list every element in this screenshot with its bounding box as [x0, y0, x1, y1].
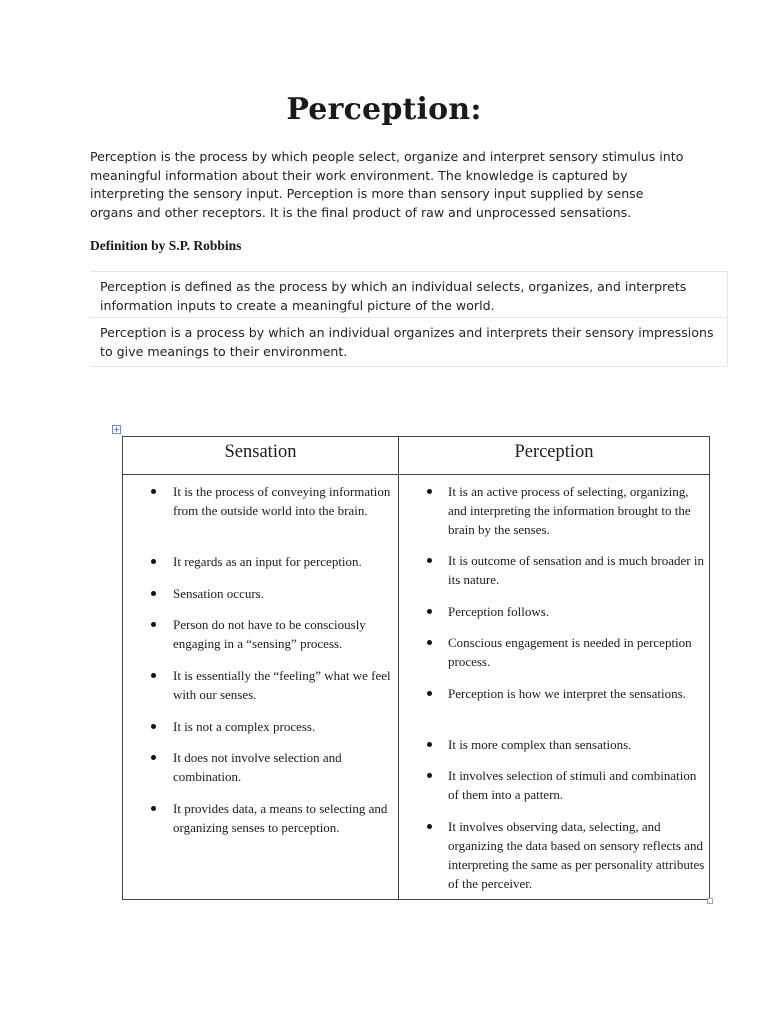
bullet-icon: [151, 559, 156, 564]
perception-item: Perception is how we interpret the sensations.: [399, 684, 709, 703]
sensation-item: It does not involve selection and combination.: [123, 748, 398, 786]
perception-item: It involves selection of stimuli and combination of them into a pattern.: [399, 766, 709, 804]
bullet-icon: [427, 824, 432, 829]
sensation-item: It provides data, a means to selecting and organizing senses to perception.: [123, 799, 398, 837]
header-perception: Perception: [514, 442, 594, 462]
bullet-icon: [151, 755, 156, 760]
sensation-item: Sensation occurs.: [123, 584, 398, 603]
bullet-icon: [427, 489, 432, 494]
perception-item: It is more complex than sensations.: [399, 735, 709, 754]
bullet-icon: [427, 558, 432, 563]
perception-item: Conscious engagement is needed in perception process.: [399, 633, 709, 671]
bullet-icon: [151, 489, 156, 494]
definition-heading: Definition by S.P. Robbins: [90, 238, 242, 253]
bullet-icon: [151, 622, 156, 627]
bullet-icon: [427, 742, 432, 747]
definition-1: Perception is defined as the process by which an individual selects, organizes, and interprets information inputs to create a meaningful picture of the world.: [90, 271, 728, 318]
page-title: Perception:: [286, 92, 482, 127]
bullet-icon: [427, 691, 432, 696]
bullet-icon: [427, 609, 432, 614]
bullet-icon: [427, 773, 432, 778]
header-rule: [123, 474, 709, 475]
perception-item: Perception follows.: [399, 602, 709, 621]
definition-2: Perception is a process by which an individual organizes and interprets their sensory impressions to give meanings to their environment.: [90, 318, 728, 367]
table-move-icon[interactable]: +: [113, 425, 120, 434]
sensation-item: It is not a complex process.: [123, 717, 398, 736]
comparison-table: [122, 436, 710, 900]
bullet-icon: [151, 724, 156, 729]
sensation-item: It is the process of conveying information from the outside world into the brain.: [123, 482, 398, 520]
perception-item: It involves observing data, selecting, and organizing the data based on sensory reflects and interpreting the same as per personality attributes of the perceiver.: [399, 817, 709, 893]
header-sensation: Sensation: [224, 442, 297, 462]
bullet-icon: [151, 806, 156, 811]
table-resize-handle[interactable]: [707, 898, 713, 904]
sensation-item: It regards as an input for perception.: [123, 552, 398, 571]
sensation-item: Person do not have to be consciously engaging in a “sensing” process.: [123, 615, 398, 653]
intro-paragraph: Perception is the process by which people select, organize and interpret sensory stimulus into meaningful information about their work environment. The knowledge is captured by interpreting the sensory input. Perception is more than sensory input supplied by sense organs and other receptors. It is the final product of raw and unprocessed sensations.: [90, 149, 684, 220]
perception-item: It is outcome of sensation and is much broader in its nature.: [399, 551, 709, 589]
sensation-item: It is essentially the “feeling” what we feel with our senses.: [123, 666, 398, 704]
bullet-icon: [151, 591, 156, 596]
perception-item: It is an active process of selecting, organizing, and interpreting the information brought to the brain by the senses.: [399, 482, 709, 539]
bullet-icon: [151, 673, 156, 678]
bullet-icon: [427, 640, 432, 645]
